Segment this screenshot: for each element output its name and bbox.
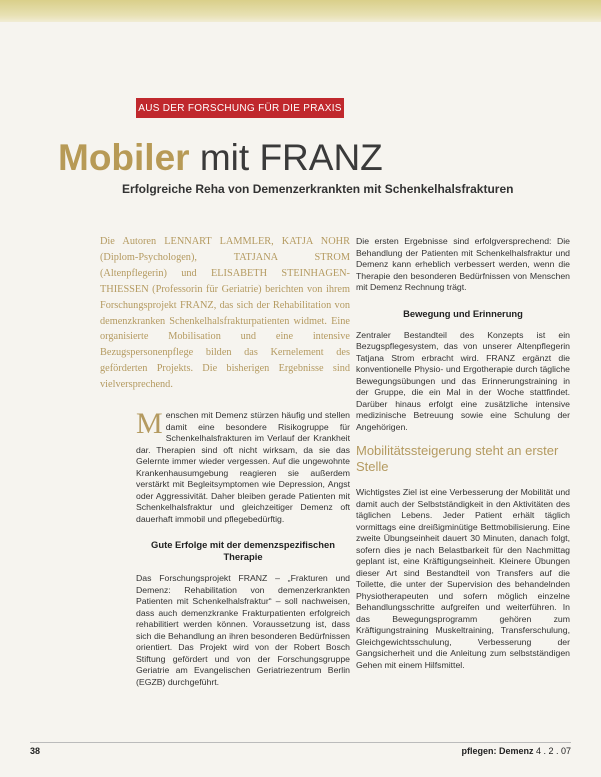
magazine-name: pflegen: Demenz xyxy=(461,746,534,756)
top-color-band xyxy=(0,0,601,22)
section-kicker: AUS DER FORSCHUNG FÜR DIE PRAXIS xyxy=(136,98,344,118)
article-title xyxy=(58,138,383,178)
magazine-issue: 4 . 2 . 07 xyxy=(533,746,571,756)
right-column xyxy=(356,236,570,677)
footer-rule xyxy=(30,742,571,743)
right-section-heading: Bewegung und Erinnerung xyxy=(403,307,523,319)
article-subtitle: Erfolgreiche Reha von Demenzerkrankten mit Schenkelhalsfrakturen xyxy=(122,182,514,196)
magazine-info xyxy=(461,746,571,756)
right-subheading: Mobilitätssteigerung steht an erster Stelle xyxy=(356,443,559,474)
left-paragraph-1 xyxy=(136,407,350,525)
dropcap: M xyxy=(136,407,163,440)
left-paragraph-1-text: enschen mit Demenz stürzen häufig und stellen damit eine besondere Risikogruppe für Schenkelhalsfrakturen im Verlauf der Krankheit dar. Therapien sind oft nicht wirksam, da sie das Gelernte immer wieder vergessen. Auf die ungewohnte Krankenhausumgebung reagieren sie außerdem verstärkt mit Begleitsymptomen wie Depression, Angst oder Aggressivität. Daher bleiben gerade Patienten mit Schenkelhalsfraktur und gleichzeitiger Demenz oft dauerhaft immobil und pflegebedürftig. xyxy=(136,410,350,524)
page-footer xyxy=(30,746,571,760)
title-rest: mit FRANZ xyxy=(189,137,383,178)
page-number: 38 xyxy=(30,746,41,756)
right-paragraph-3: Wichtigstes Ziel ist eine Verbesserung der Mobilität und damit auch der Selbstständigkeit in den Aktivitäten des täglichen Lebens. Jeder Patient erhält täglich vormittags eine dreißigminütige Bettmobilisierung. Eine zweite Übungseinheit dauert 30 Minuten, danach folgt, sofern dies je nach Belastbarkeit für den Nachmittag geplant ist, eine Kräftigungseinheit. Kleinere Übungen dieser Art sind Bestandteil von Transfers auf die Toilette, die unter der Supervision des behandelnden Physiotherapeuten und sofern möglich einzelne Behandlungsschritte aufgreifen und weiterführen. In das Bewegungsprogramm gehören zum Kräftigungstraining Muskeltraining, Transferschulung, Gleichgewichtsschulung, Verbesserung der Gangsicherheit und die Anleitung zum selbstständigen Gehen mit einem Hilfsmittel. xyxy=(356,487,570,670)
left-paragraph-2: Das Forschungsprojekt FRANZ – „Frakturen und Demenz: Rehabilitation von demenzerkrankten Patienten mit Schenkelhalsfraktur“ – soll nachweisen, dass auch demenzkranke Frakturpatienten erfolgreich rehabilitiert werden können. Voraussetzung ist, dass sich die Behandlung an ihren besonderen Bedürfnissen orientiert. Das Projekt wird von der Robert Bosch Stiftung gefördert und von der Forschungsgruppe Geriatrie am Evangelischen Geriatriezentrum Berlin (EGZB) durchgeführt. xyxy=(136,573,350,687)
left-section-heading: Gute Erfolge mit der demenzspezifischen Therapie xyxy=(151,539,335,562)
right-paragraph-1: Die ersten Ergebnisse sind erfolgversprechend: Die Behandlung der Patienten mit Schenkelhalsfraktur und Demenz kann erheblich verbessert werden, wenn die Therapie den besonderen Bedürfnissen von Menschen mit Demenz Rechnung trägt. xyxy=(356,236,570,292)
intro-paragraph: Die Autoren LENNART LAMMLER, KATJA NOHR (Diplom-Psychologen), TATJANA STROM (Altenpflegerin) und ELISABETH STEINHAGEN-THIESSEN (Professorin für Geriatrie) berichten von ihrem Forschungsprojekt FRANZ, das sich der Rehabilitation von demenzkranken Schenkelhalsfrakturpatienten widmet. Eine organisierte Mobilisation und eine intensive Bezugspersonenpflege bilden das Kernelement des geförderten Projekts. Die bisherigen Ergebnisse sind vielversprechend. xyxy=(100,236,350,391)
right-paragraph-2: Zentraler Bestandteil des Konzepts ist ein Bezugspflegesystem, das von unserer Altenpflegerin Tatjana Strom erbracht wird. FRANZ ergänzt die konventionelle Physio- und Ergotherapie durch tägliche Bewegungsübungen und das Erinnerungstraining in der Gruppe, die ein Mal in der Woche stattfindet. Darüber hinaus erfolgt eine zusätzliche intensive medizinische Betreuung sowie eine Schulung der Angehörigen. xyxy=(356,329,570,432)
left-column xyxy=(136,407,350,694)
title-accent: Mobiler xyxy=(58,137,190,178)
